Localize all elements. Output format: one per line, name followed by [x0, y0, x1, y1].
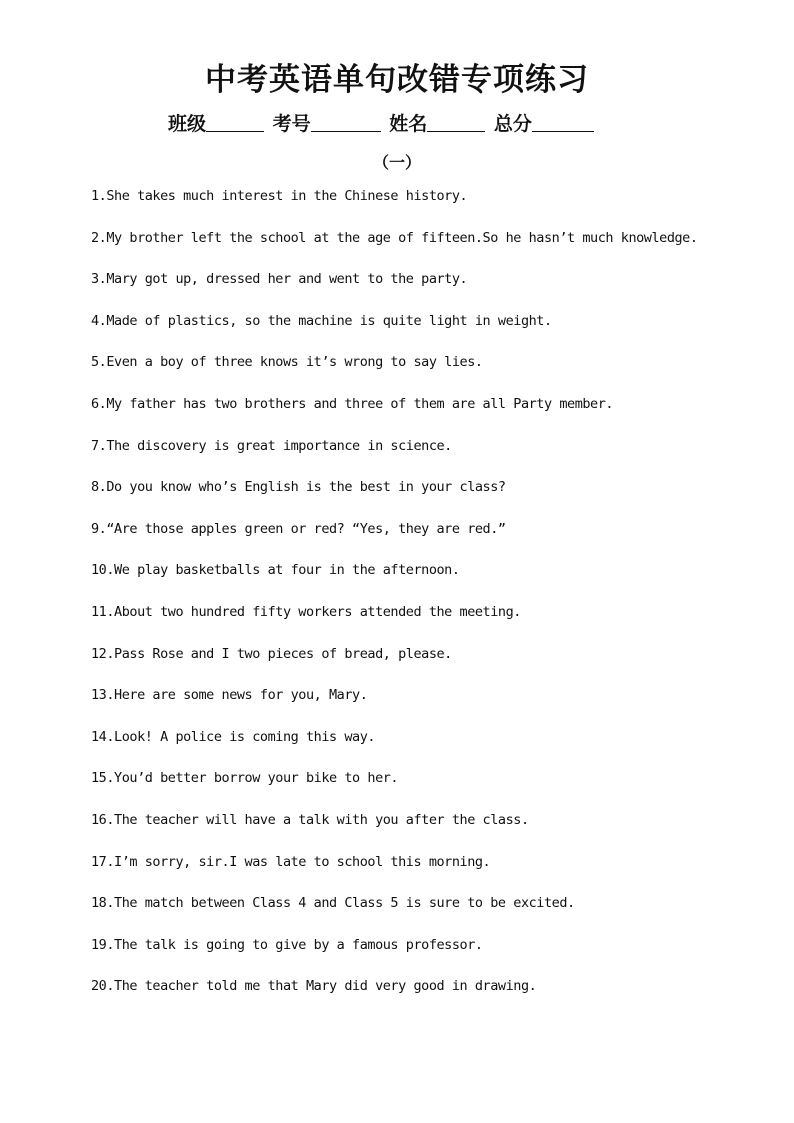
question-item: 12.Pass Rose and I two pieces of bread, please.: [91, 645, 452, 662]
question-item: 3.Mary got up, dressed her and went to the party.: [91, 271, 468, 288]
page-title: 中考英语单句改错专项练习: [205, 62, 589, 98]
question-item: 11.About two hundred fifty workers attended the meeting.: [91, 603, 521, 620]
question-item: 16.The teacher will have a talk with you after the class.: [91, 811, 529, 828]
question-list: [91, 185, 698, 1017]
question-item: 19.The talk is going to give by a famous professor.: [91, 936, 483, 953]
question-item: 15.You’d better borrow your bike to her.: [91, 770, 399, 787]
name-blank[interactable]: [427, 113, 485, 132]
exam-number-blank[interactable]: [311, 113, 381, 132]
question-item: 20.The teacher told me that Mary did very good in drawing.: [91, 978, 537, 995]
class-blank[interactable]: [206, 113, 264, 132]
question-item: 10.We play basketballs at four in the afternoon.: [91, 562, 460, 579]
student-info-line: [168, 110, 596, 138]
question-item: 14.Look! A police is coming this way.: [91, 728, 376, 745]
question-item: 4.Made of plastics, so the machine is quite light in weight.: [91, 312, 552, 329]
section-heading: （一）: [372, 153, 421, 172]
name-label: 姓名: [389, 113, 428, 135]
question-item: 13.Here are some news for you, Mary.: [91, 687, 368, 704]
question-item: 9.“Are those apples green or red? “Yes, they are red.”: [91, 520, 506, 537]
question-item: 18.The match between Class 4 and Class 5 is sure to be excited.: [91, 895, 575, 912]
score-blank[interactable]: [532, 113, 594, 132]
question-item: 5.Even a boy of three knows it’s wrong to say lies.: [91, 354, 483, 371]
question-item: 6.My father has two brothers and three of them are all Party member.: [91, 395, 614, 412]
question-item: 1.She takes much interest in the Chinese history.: [91, 188, 468, 204]
question-item: 8.Do you know who’s English is the best in your class?: [91, 479, 506, 496]
question-item: 17.I’m sorry, sir.I was late to school this morning.: [91, 853, 491, 870]
question-item: 2.My brother left the school at the age of fifteen.So he hasn’t much knowledge.: [91, 229, 698, 246]
score-label: 总分: [493, 113, 532, 135]
class-label: 班级: [168, 113, 207, 135]
question-item: 7.The discovery is great importance in science.: [91, 437, 452, 454]
exam-number-label: 考号: [272, 113, 311, 135]
